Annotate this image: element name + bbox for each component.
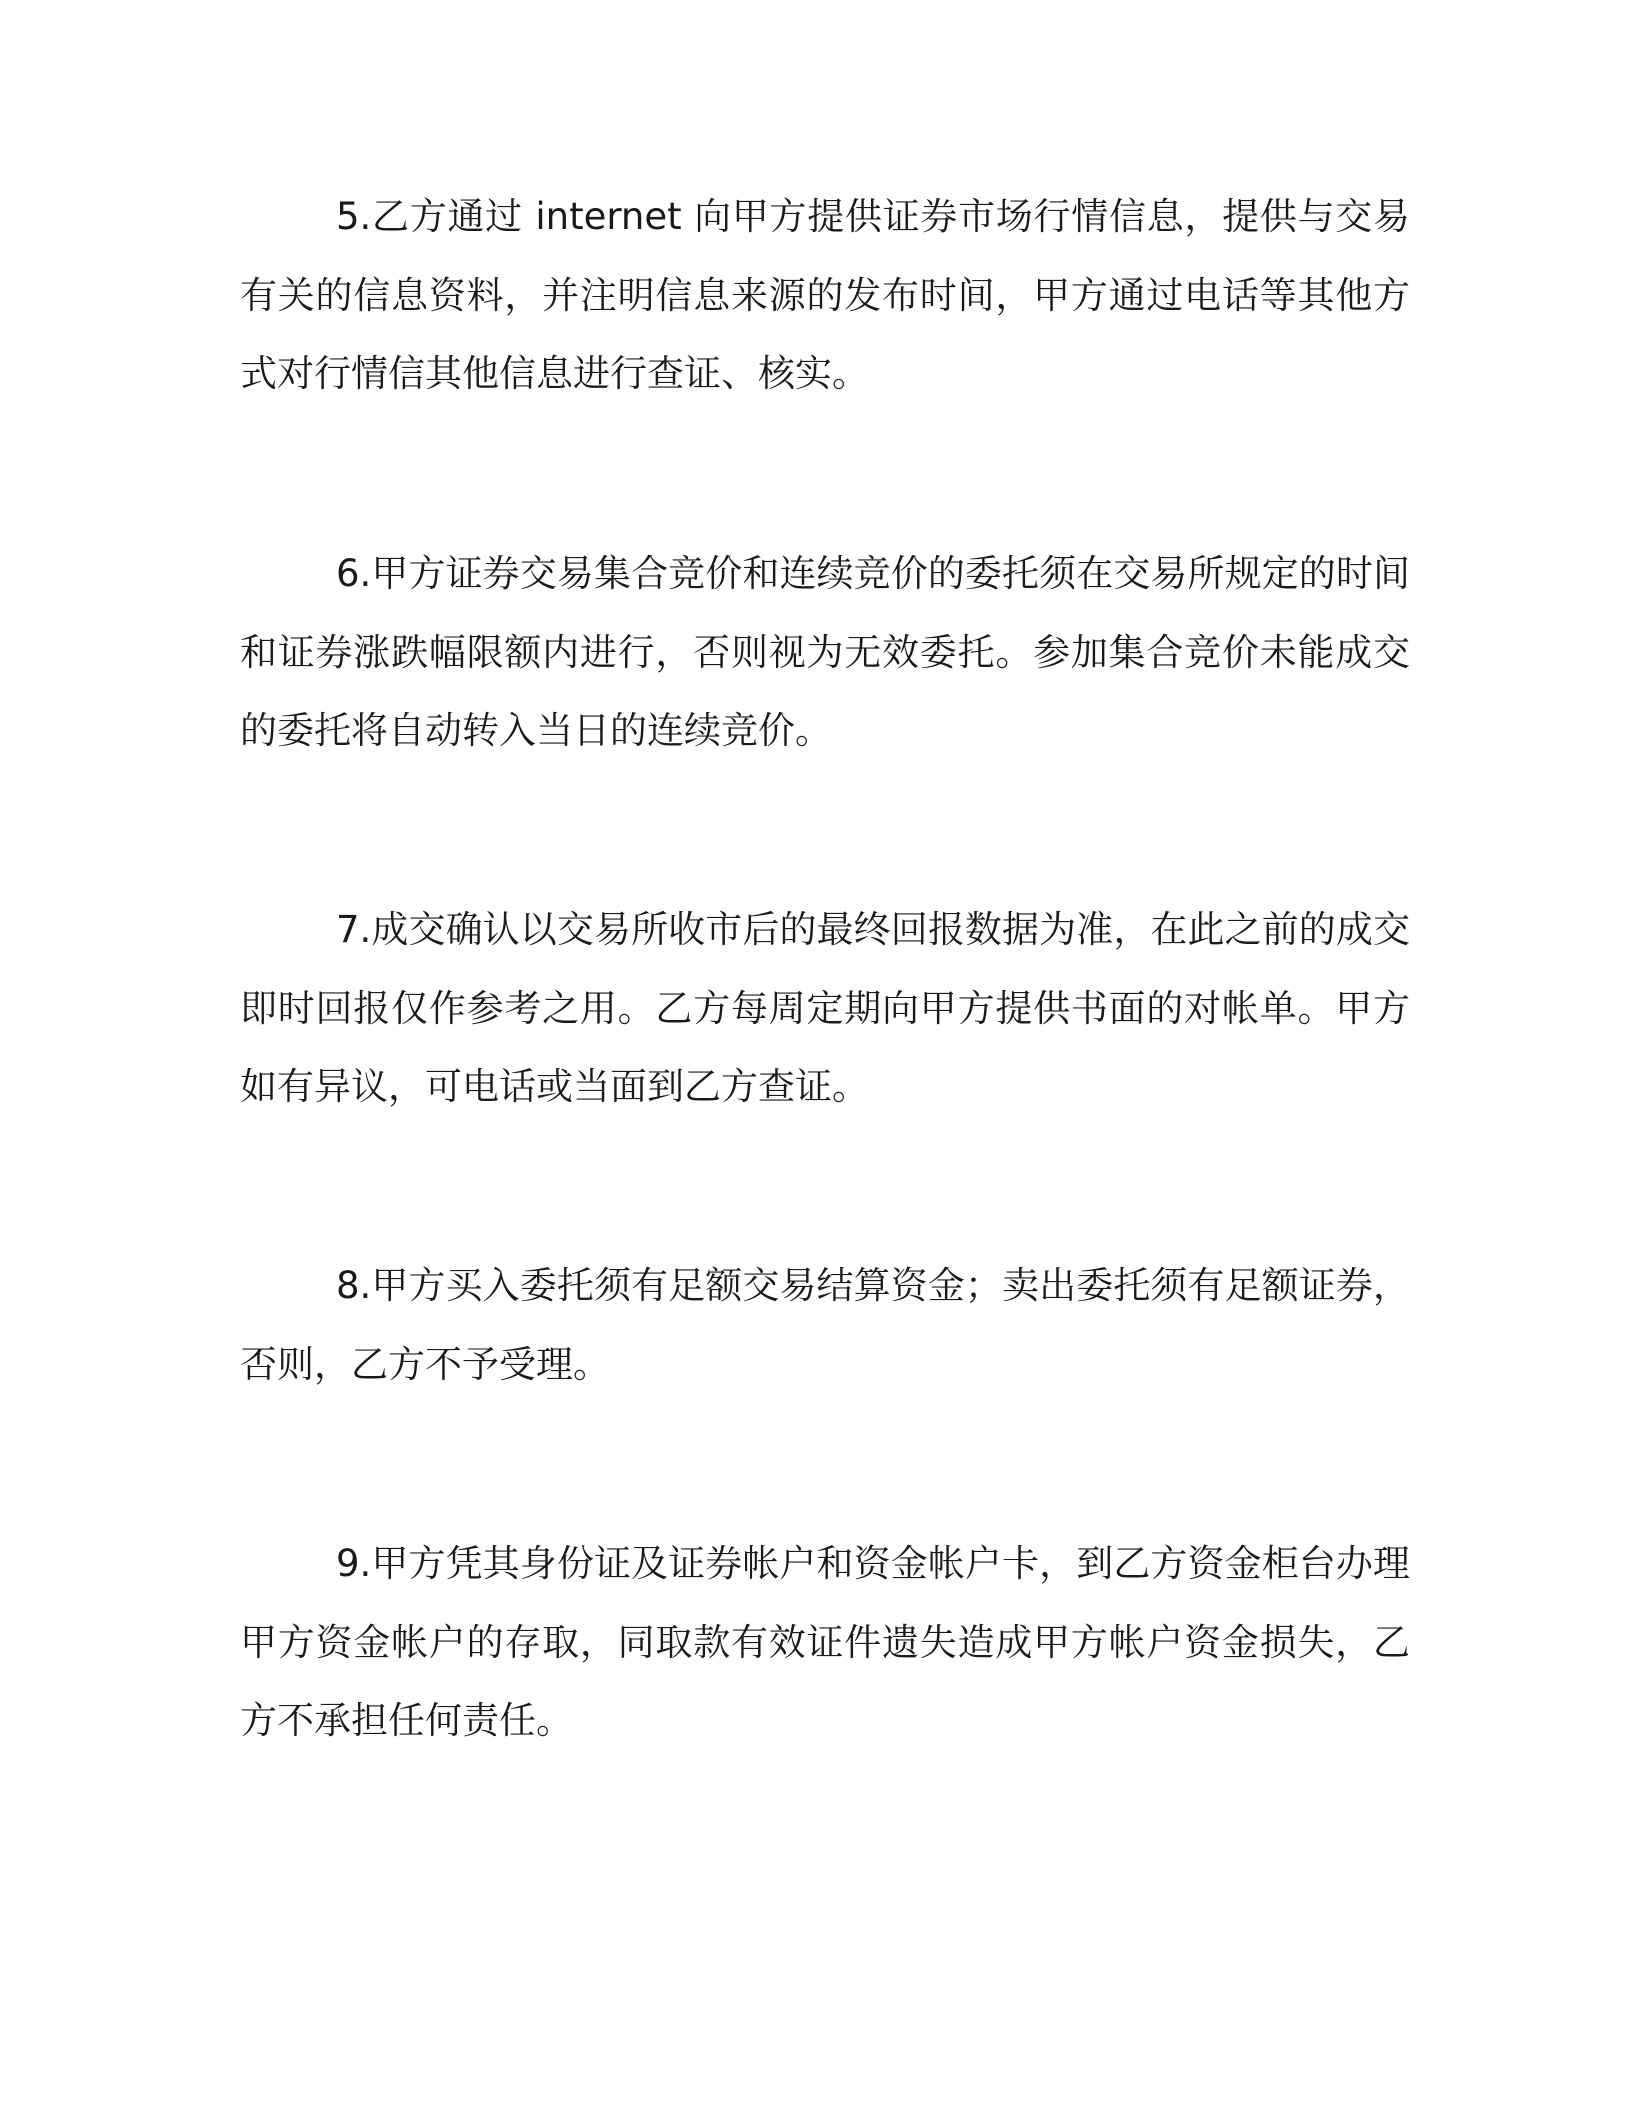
clause-7: 7.成交确认以交易所收市后的最终回报数据为准，在此之前的成交即时回报仅作参考之用。乙方每周定期向甲方提供书面的对帐单。甲方如有异议，可电话或当面到乙方查证。 [240,908,1410,1108]
clause-6: 6.甲方证券交易集合竞价和连续竞价的委托须在交易所规定的时间和证券涨跌幅限额内进行，否则视为无效委托。参加集合竞价未能成交的委托将自动转入当日的连续竞价。 [240,552,1410,752]
clause-8: 8.甲方买入委托须有足额交易结算资金；卖出委托须有足额证券，否则，乙方不予受理。 [240,1264,1410,1386]
clause-5: 5.乙方通过 internet 向甲方提供证券市场行情信息，提供与交易有关的信息资料，并注明信息来源的发布时间，甲方通过电话等其他方式对行情信其他信息进行查证、核实。 [240,195,1410,395]
clause-9: 9.甲方凭其身份证及证券帐户和资金帐户卡，到乙方资金柜台办理甲方资金帐户的存取，同取款有效证件遗失造成甲方帐户资金损失，乙方不承担任何责任。 [240,1542,1410,1742]
